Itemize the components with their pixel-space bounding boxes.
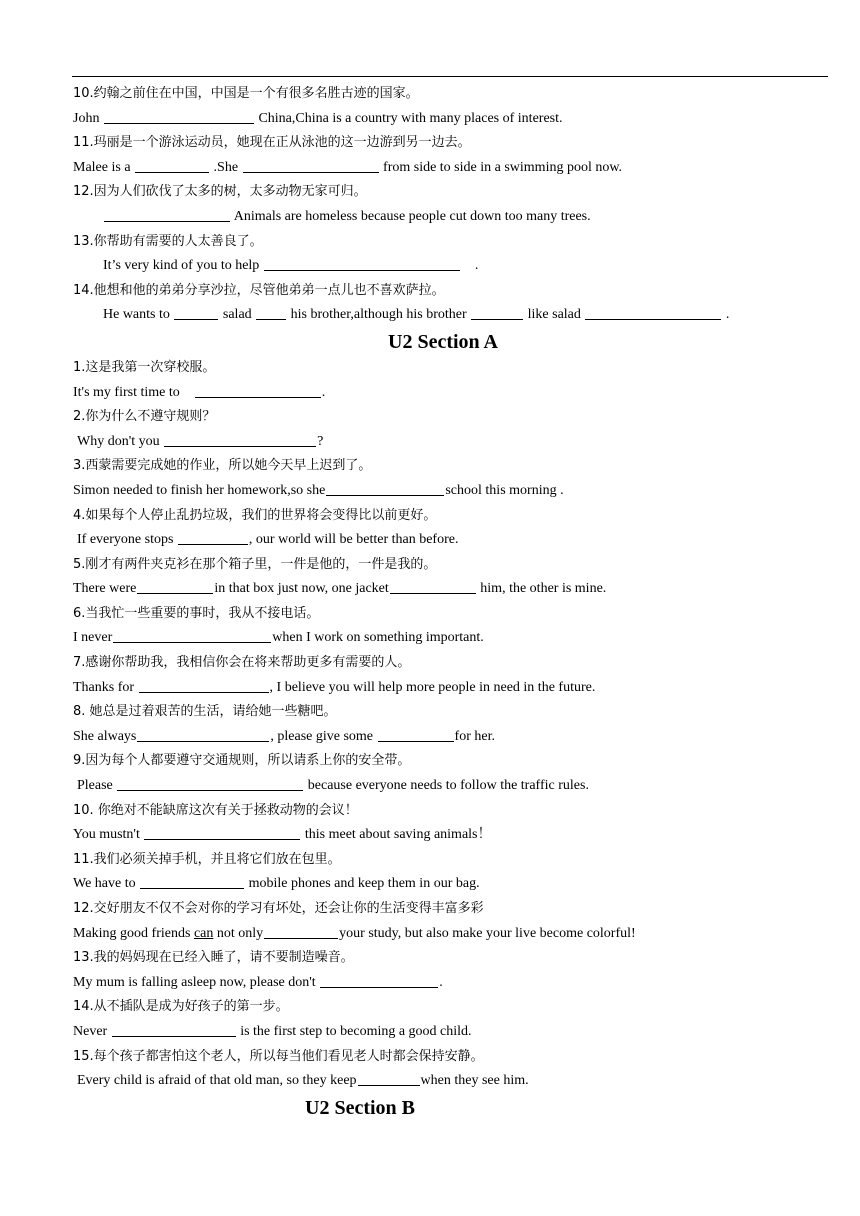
answer-blank[interactable] [137,579,213,594]
answer-blank[interactable] [471,305,523,320]
answer-blank[interactable] [113,628,271,643]
top-rule [72,76,828,77]
answer-blank[interactable] [164,432,316,447]
item-zh: 14.从不插队是成为好孩子的第一步。 [73,999,289,1015]
answer-blank[interactable] [140,874,244,889]
answer-blank[interactable] [378,727,454,742]
answer-blank[interactable] [112,1022,236,1037]
answer-blank[interactable] [195,383,321,398]
answer-blank[interactable] [104,109,254,124]
answer-blank[interactable] [358,1071,420,1086]
item-en: He wants to salad his brother,although his brother like salad . [103,307,730,323]
answer-blank[interactable] [174,305,218,320]
item-en: Animals are homeless because people cut down too many trees. [0,205,860,230]
answer-blank[interactable] [144,825,300,840]
item-zh: 3.西蒙需要完成她的作业，所以她今天早上迟到了。 [73,458,372,474]
item-zh: 13.我的妈妈现在已经入睡了，请不要制造噪音。 [73,950,354,966]
item-en: It's my first time to . [73,384,326,400]
item-en: We have to mobile phones and keep them in our bag. [73,876,480,892]
worksheet [0,82,860,1122]
item-en: Every child is afraid of that old man, so they keep when they see him. [77,1073,529,1089]
item-zh: 10. 你绝对不能缺席这次有关于拯救动物的会议！ [73,802,358,818]
item-zh: 5.刚才有两件夹克衫在那个箱子里，一件是他的，一件是我的。 [73,556,437,572]
answer-blank[interactable] [326,481,444,496]
item-en: I never when I work on something important. [73,630,484,646]
answer-blank[interactable] [585,305,721,320]
item-en: Thanks for , I believe you will help more people in need in the future. [73,679,596,695]
answer-blank[interactable] [104,207,230,222]
answer-blank[interactable] [178,530,248,545]
answer-blank[interactable] [117,776,303,791]
item-zh: 7.感谢你帮助我，我相信你会在将来帮助更多有需要的人。 [73,655,411,671]
answer-blank[interactable] [243,158,379,173]
item-en: Making good friends can not only your study, but also make your live become colorful! [73,925,636,941]
item-zh: 8. 她总是过着艰苦的生活，请给她一些糖吧。 [73,704,337,720]
item-zh: 13.你帮助有需要的人太善良了。 [73,233,263,249]
item-en: She always , please give some for her. [73,728,495,744]
item-en: You mustn't this meet about saving animals！ [73,827,492,843]
item-zh: 11.玛丽是一个游泳运动员，她现在正从泳池的这一边游到另一边去。 [73,135,471,151]
item-en: John China,China is a country with many places of interest. [73,110,563,126]
item-zh: 11.我们必须关掉手机，并且将它们放在包里。 [73,851,341,867]
section-b-heading: U2 Section B [305,1096,415,1119]
item-en: Why don't you ? [77,433,324,449]
item-en: Please because everyone needs to follow the traffic rules. [77,778,589,794]
item-zh: 12.因为人们砍伐了太多的树，太多动物无家可归。 [73,184,367,200]
answer-blank[interactable] [320,973,438,988]
answer-blank[interactable] [137,727,269,742]
item-zh: 10.约翰之前住在中国，中国是一个有很多名胜古迹的国家。 [73,86,419,101]
answer-blank[interactable] [264,924,338,939]
underlined-word: can [193,925,214,941]
item-zh: 1.这是我第一次穿校服。 [73,359,216,375]
answer-blank[interactable] [390,579,476,594]
item-en: Never is the first step to becoming a good child. [73,1023,472,1039]
item-zh: 9.因为每个人都要遵守交通规则，所以请系上你的安全带。 [73,753,411,769]
answer-blank[interactable] [135,158,209,173]
section-a-heading: U2 Section A [388,330,498,353]
item-zh: 12.交好朋友不仅不会对你的学习有坏处，还会让你的生活变得丰富多彩 [73,901,484,916]
item-zh: 6.当我忙一些重要的事时，我从不接电话。 [73,605,320,621]
item-zh: 15.每个孩子都害怕这个老人，所以每当他们看见老人时都会保持安静。 [73,1048,484,1064]
item-en: Malee is a .She from side to side in a swimming pool now. [73,159,623,175]
item-zh: 14.他想和他的弟弟分享沙拉，尽管他弟弟一点儿也不喜欢萨拉。 [73,282,445,298]
answer-blank[interactable] [139,678,269,693]
item-en: There were in that box just now, one jacket him, the other is mine. [73,581,607,597]
item-en: It’s very kind of you to help . [103,258,479,274]
item-zh: 2.你为什么不遵守规则？ [73,409,216,425]
answer-blank[interactable] [264,256,460,271]
item-zh: 4.如果每个人停止乱扔垃圾，我们的世界将会变得比以前更好。 [73,507,437,523]
item-en: My mum is falling asleep now, please don't . [73,974,443,990]
item-en: Simon needed to finish her homework,so she school this morning . [73,482,564,498]
answer-blank[interactable] [256,305,286,320]
item-en: If everyone stops , our world will be better than before. [77,532,459,548]
